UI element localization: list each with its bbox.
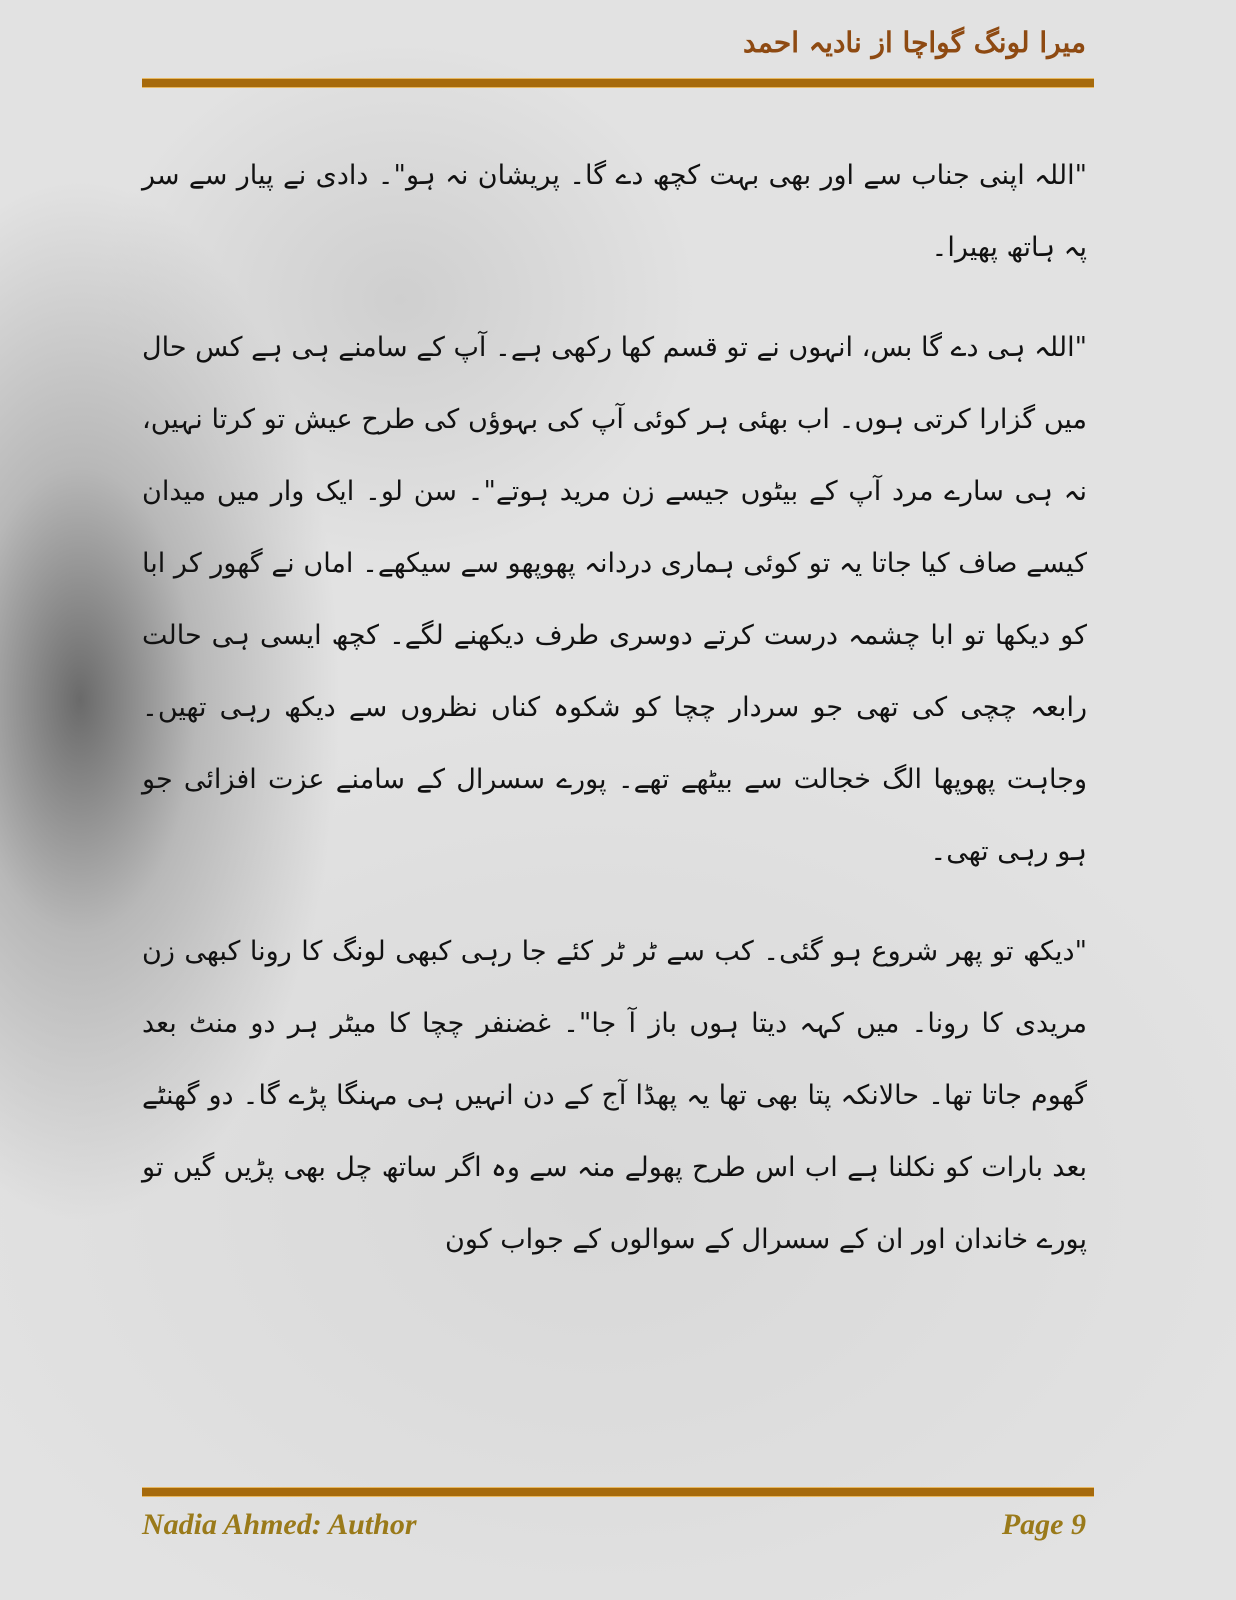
header-divider [142, 78, 1094, 88]
footer-divider [142, 1487, 1094, 1497]
footer-author: Nadia Ahmed: Author [142, 1508, 417, 1541]
paragraph: "اللہ ہی دے گا بس، انہوں نے تو قسم کھا رکھی ہے۔ آپ کے سامنے ہی ہے کس حال میں گزارا کرتی ہوں۔ اب بھئی ہر کوئی آپ کی بہوؤں کی طرح عیش تو کرتا نہیں، نہ ہی سارے مرد آپ کے بیٹوں جیسے زن مرید ہوتے"۔ سن لو۔ ایک وار میں میدان کیسے صاف کیا جاتا یہ تو کوئی ہماری دردانہ پھوپھو سے سیکھے۔ اماں نے گھور کر ابا کو دیکھا تو ابا چشمہ درست کرتے دوسری طرف دیکھنے لگے۔ کچھ ایسی ہی حالت رابعہ چچی کی تھی جو سردار چچا کو شکوہ کناں نظروں سے دیکھ رہی تھیں۔ وجاہت پھوپھا الگ خجالت سے بیٹھے تھے۔ پورے سسرال کے سامنے عزت افزائی جو ہو رہی تھی۔ [142, 332, 1087, 867]
paragraph: "دیکھ تو پھر شروع ہو گئی۔ کب سے ٹر ٹر کئے جا رہی کبھی لونگ کا رونا کبھی زن مریدی کا رونا۔ میں کہہ دیتا ہوں باز آ جا"۔ غضنفر چچا کا میٹر ہر دو منٹ بعد گھوم جاتا تھا۔ حالانکہ پتا بھی تھا یہ پھڈا آج کے دن انہیں ہی مہنگا پڑے گا۔ دو گھنٹے بعد بارات کو نکلنا ہے اب اس طرح پھولے منہ سے وہ اگر ساتھ چل بھی پڑیں گیں تو پورے خاندان اور ان کے سسرال کے سوالوں کے جواب کون [142, 936, 1087, 1255]
paragraph: "اللہ اپنی جناب سے اور بھی بہت کچھ دے گا۔ پریشان نہ ہو"۔ دادی نے پیار سے سر پہ ہاتھ پھیرا۔ [142, 160, 1087, 263]
page-number: Page 9 [1001, 1508, 1086, 1541]
document-body [142, 140, 1087, 1304]
page-header-title: میرا لونگ گواچا از نادیہ احمد [743, 26, 1086, 59]
